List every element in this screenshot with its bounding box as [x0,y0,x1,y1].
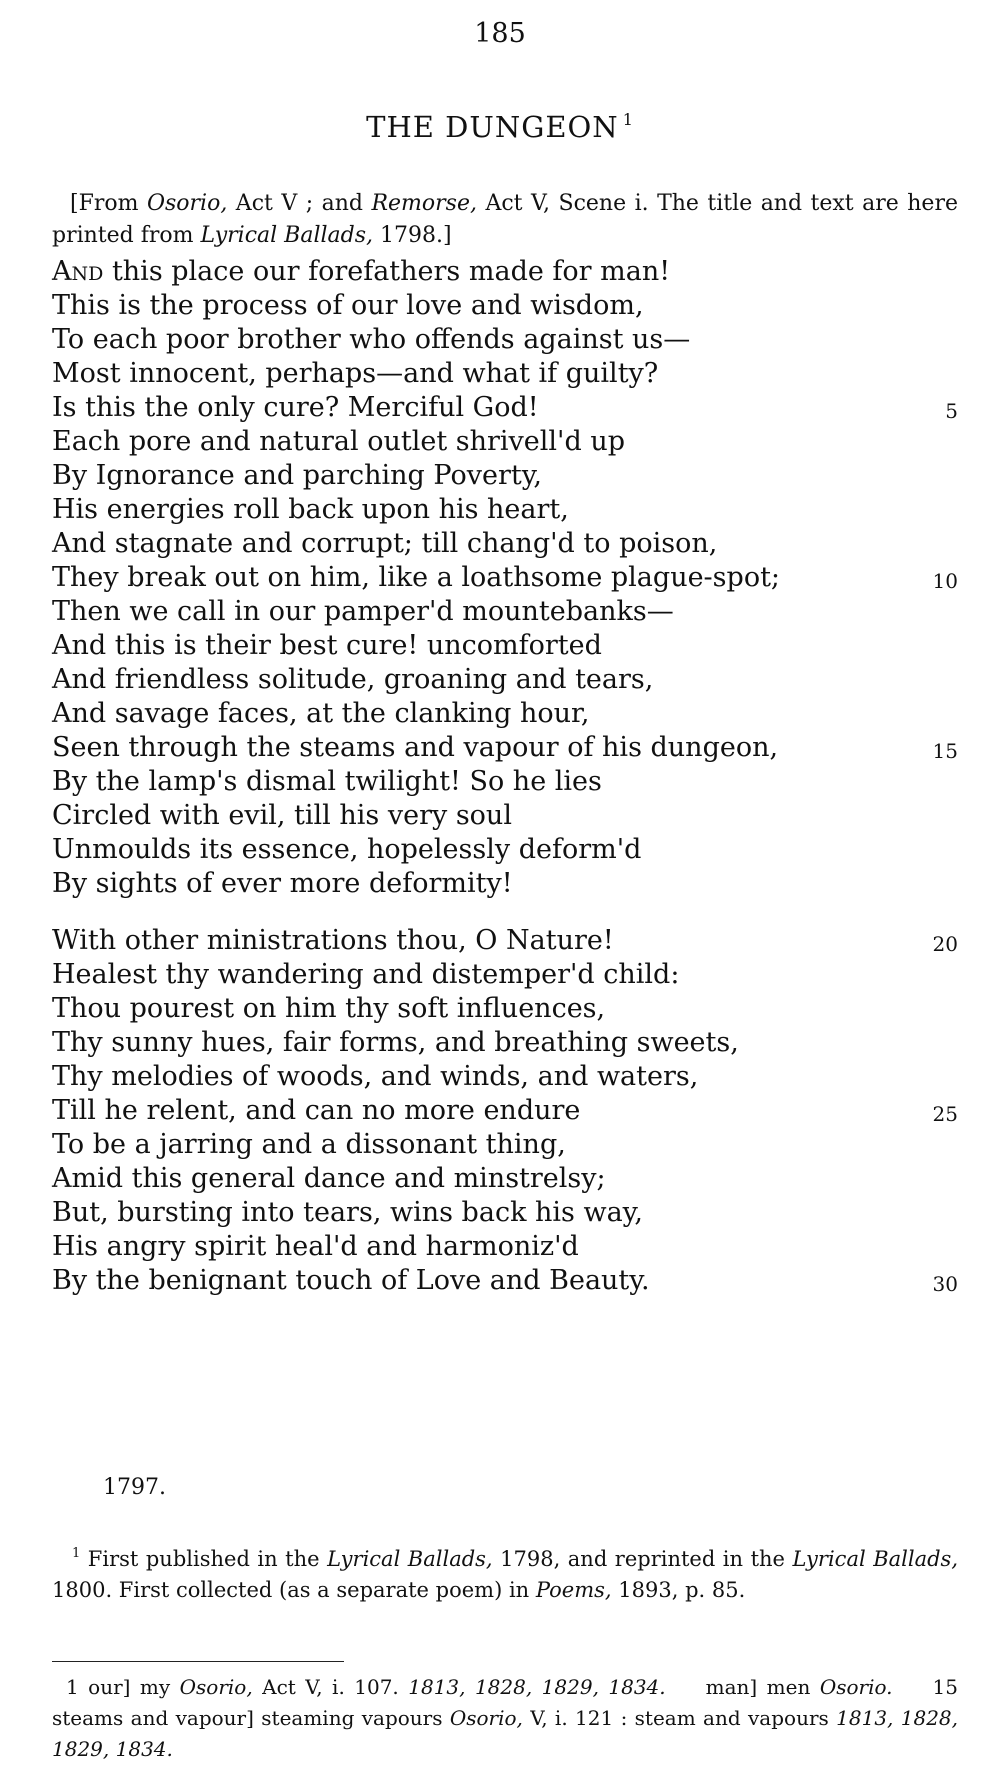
poem-title-text: THE DUNGEON [366,110,619,144]
poem-line-11: Then we call in our pamper'd mountebanks— [52,596,674,627]
source-note-text: [From [70,191,147,216]
variant-osorio: Osorio, [449,1706,523,1730]
footnote [52,1538,958,1606]
title-footnote-marker: 1 [622,110,634,129]
source-note-lyrical-ballads: Lyrical Ballads, [200,223,374,248]
footnote-text: 1800. First collected (as a separate poem) in [52,1578,536,1602]
variant-text: Act V, i. 107. [252,1675,409,1699]
poem-line-text: this place our forefathers made for man! [103,256,671,287]
poem-line-18: Unmoulds its essence, hopelessly deform'd [52,834,642,865]
variant-years: 1813, 1828, 1829, 1834. [408,1675,666,1699]
variant-text: 15 steams and vapour] steaming vapours [52,1675,958,1730]
poem-line-25: Till he relent, and can no more endure [52,1095,581,1126]
poem-line-21: Healest thy wandering and distemper'd child: [52,959,680,990]
page-number: 185 [474,18,526,49]
line-number-20: 20 [932,932,958,956]
poem-line-24: Thy melodies of woods, and winds, and waters, [52,1061,699,1092]
poem-line-26: To be a jarring and a dissonant thing, [52,1129,566,1160]
variant-osorio: Osorio. [819,1675,893,1699]
poem-line-19: By sights of ever more deformity! [52,868,513,899]
poem-line-17: Circled with evil, till his very soul [52,800,512,831]
footnote-poems: Poems, [535,1578,612,1602]
variant-text: 1 our] my [66,1675,180,1699]
poem-title [0,110,1000,144]
poem-line-15: Seen through the steams and vapour of his dungeon, [52,732,779,763]
line-number-5: 5 [945,399,958,423]
footnote-lyrical-ballads: Lyrical Ballads, [327,1547,493,1571]
poem-line-27: Amid this general dance and minstrelsy; [52,1163,606,1194]
poem-line-9: And stagnate and corrupt; till chang'd to poison, [52,528,718,559]
line-number-30: 30 [932,1272,958,1296]
poem-line-14: And savage faces, at the clanking hour, [52,698,590,729]
variant-years: 1813, 1828, 1829, 1834. [52,1706,959,1761]
source-note-osorio: Osorio, [146,191,228,216]
footnote-divider [52,1661,344,1662]
poem-line-2: This is the process of our love and wisdom, [52,290,644,321]
variant-text: man] men [705,1675,820,1699]
poem-line-23: Thy sunny hues, fair forms, and breathing sweets, [52,1027,739,1058]
poem-line-4: Most innocent, perhaps—and what if guilty? [52,358,659,389]
variant-text: V, i. 121 : steam and vapours [522,1706,837,1730]
poem-line-13: And friendless solitude, groaning and tears, [52,664,654,695]
composition-date: 1797. [103,1475,166,1500]
source-note-text: Act V, Scene i. The title and text are here printed from [52,191,958,248]
poem-line-5: Is this the only cure? Merciful God! [52,392,539,423]
source-note-remorse: Remorse, [371,191,477,216]
line-number-25: 25 [932,1102,958,1126]
poem-line-29: His angry spirit heal'd and harmoniz'd [52,1231,579,1262]
poem-line-28: But, bursting into tears, wins back his way, [52,1197,643,1228]
source-note [52,188,958,252]
footnote-text: 1798, and reprinted in the [492,1547,793,1571]
textual-variants [52,1672,958,1765]
footnote-marker: 1 [72,1546,81,1561]
footnote-text: First published in the [80,1547,328,1571]
source-note-text: Act V ; and [227,191,372,216]
poem-first-word: And [52,256,104,287]
variant-osorio: Osorio, [179,1675,253,1699]
poem-line-7: By Ignorance and parching Poverty, [52,460,542,491]
source-note-text: 1798.] [373,223,452,248]
line-number-10: 10 [932,569,958,593]
poem-line-3: To each poor brother who offends against us— [52,324,691,355]
footnote-text: 1893, p. 85. [611,1578,746,1602]
poem-line-16: By the lamp's dismal twilight! So he lies [52,766,602,797]
poem-line-1 [52,255,670,289]
poem-line-6: Each pore and natural outlet shrivell'd up [52,426,625,457]
footnote-lyrical-ballads: Lyrical Ballads, [792,1547,958,1571]
poem-line-8: His energies roll back upon his heart, [52,494,569,525]
poem-line-22: Thou pourest on him thy soft influences, [52,993,606,1024]
line-number-15: 15 [932,739,958,763]
poem-line-30: By the benignant touch of Love and Beauty. [52,1265,650,1296]
poem-line-10: They break out on him, like a loathsome plague-spot; [52,562,781,593]
poem-line-20: With other ministrations thou, O Nature! [52,925,614,956]
poem-line-12: And this is their best cure! uncomforted [52,630,602,661]
